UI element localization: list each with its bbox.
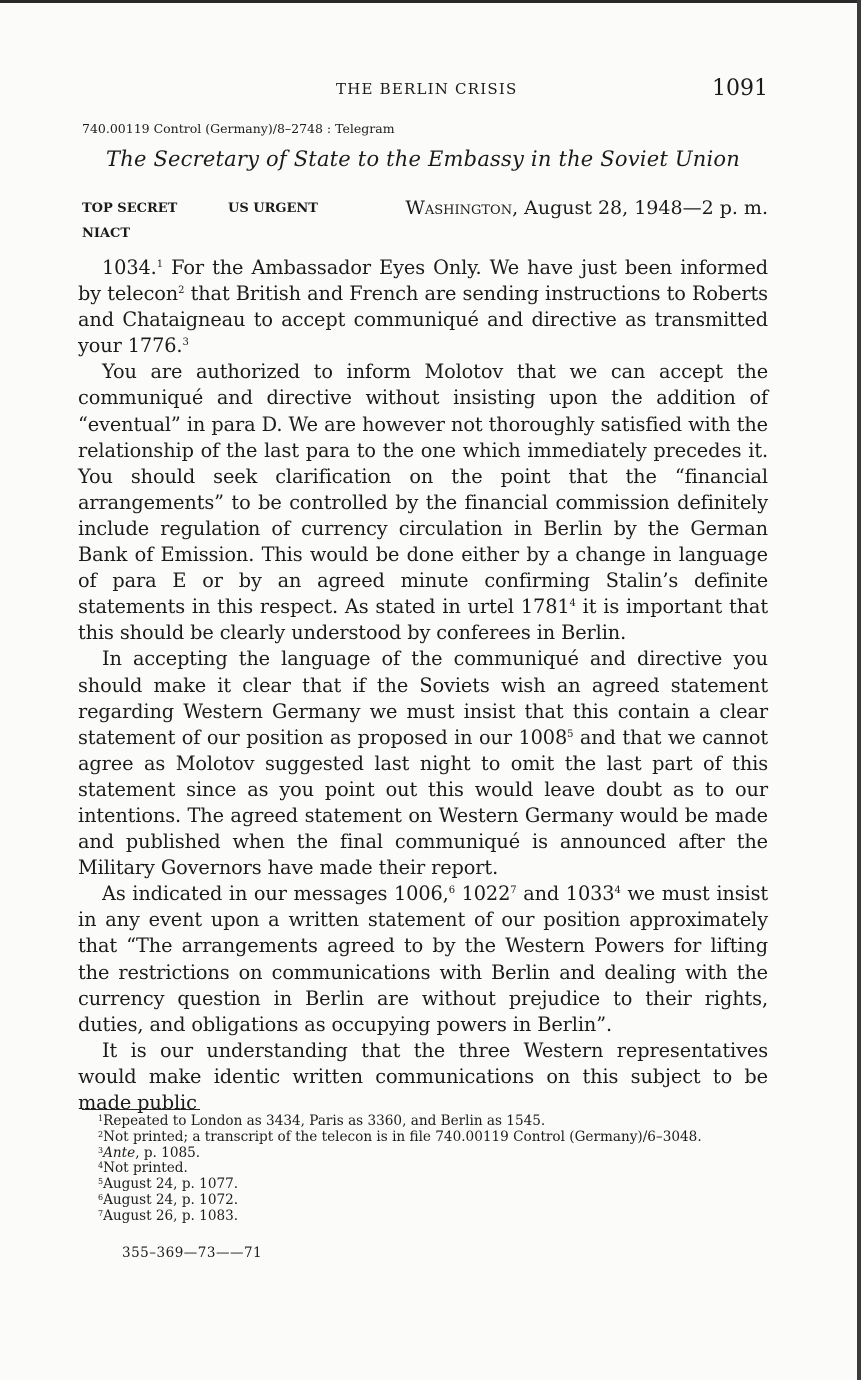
footnote-text: August 24, p. 1077.	[103, 1176, 239, 1193]
footnote-mark: 2	[98, 1129, 104, 1139]
footnote-ref: 7	[510, 885, 517, 897]
page-number: 1091	[712, 76, 768, 101]
classification-urgency: US URGENT	[228, 201, 318, 216]
text-run: and that we cannot agree as Molotov suggested last night to omit the last part of this statement since as you point out this would leave doubt as to our intentions. The agreed statement on Western Germany would be made and published when the final communiqué is announced after the Military Governors have made their report.	[78, 725, 768, 880]
file-reference: 740.00119 Control (Germany)/8–2748 : Telegram	[82, 121, 395, 136]
running-head	[78, 76, 768, 106]
footnote-ref: 2	[178, 285, 185, 297]
text-run: it is important that this should be clearly understood by conferees in Berlin.	[78, 595, 768, 645]
dateline	[405, 197, 768, 219]
footnote-ref: 5	[567, 728, 574, 740]
footnote-2	[78, 1130, 768, 1146]
footnote-ref: 4	[569, 598, 576, 610]
footnote-6	[78, 1193, 768, 1209]
footnote-mark: 5	[98, 1177, 104, 1187]
text-run: In accepting the language of the communiqué and directive you should make it clear that if the Soviets wish an agreed statement regarding Western Germany we must insist that this contain a clear statement of our position as proposed in our 1008	[78, 647, 768, 749]
dateline-place: Washington	[405, 197, 513, 219]
classification-niact: NIACT	[82, 226, 131, 241]
text-run: It is our understanding that the three Western representatives would make identic written communications on this subject to be made public	[78, 1038, 768, 1114]
text-run: we must insist in any event upon a written statement of our position approximately that “The arrangements agreed to by the Western Powers for lifting the restrictions on communications with Berlin and dealing with the currency question in Berlin are without prejudice to their rights, duties, and obligations as occupying powers in Berlin”.	[78, 882, 769, 1036]
page-top-edge	[0, 0, 861, 3]
footnote-mark: 4	[98, 1161, 104, 1171]
paragraph-2	[78, 359, 768, 646]
footnote-3	[78, 1146, 768, 1162]
dateline-date: , August 28, 1948—2 p. m.	[512, 197, 768, 219]
telegram-body	[78, 255, 768, 1116]
footnote-text: Not printed; a transcript of the telecon is in file 740.00119 Control (Germany)/6–3048.	[103, 1128, 702, 1145]
footnote-text: August 24, p. 1072.	[103, 1191, 239, 1208]
classification-top-secret: TOP SECRET	[82, 201, 178, 216]
footnote-ref: 1	[156, 259, 163, 270]
footnote-mark: 3	[98, 1145, 104, 1155]
footnote-ref: 4	[614, 885, 621, 897]
paragraph-5	[78, 1038, 768, 1116]
footnote-4	[78, 1161, 768, 1177]
footnote-text: August 26, p. 1083.	[103, 1207, 239, 1224]
footnote-text: Not printed.	[103, 1160, 188, 1177]
footnote-rule	[82, 1109, 200, 1110]
text-run: 1022	[454, 882, 511, 906]
text-run: You are authorized to inform Molotov that we can accept the communiqué and directive without insisting upon the addition of “eventual” in para D. We are however not thoroughly satisfied with the relationship of the last para to the one which immediately precedes it. You should seek clarification on the point that the “financial arrangements” to be controlled by the financial commission definitely include regulation of currency circulation in Berlin by the German Bank of Emission. This would be done either by a change in language of para E or by an agreed minute confirming Stalin’s definite statements in this respect. As stated in urtel 1781	[78, 360, 768, 619]
footnote-mark: 7	[98, 1208, 104, 1218]
footnote-mark: 1	[98, 1114, 104, 1123]
footnote-ref: 6	[448, 885, 455, 897]
printer-code: 355–369—73——71	[122, 1245, 263, 1261]
footnote-text: , p. 1085.	[135, 1144, 201, 1161]
text-run: and 1033	[516, 882, 615, 906]
text-run: For the Ambassador Eyes Only. We have just been informed by telecon	[78, 256, 768, 306]
footnotes	[78, 1114, 768, 1225]
text-run: As indicated in our messages 1006,	[102, 882, 449, 906]
text-run: that British and French are sending instructions to Roberts and Chataigneau to accept communiqué and directive as transmitted your 1776.	[78, 282, 768, 358]
text-run: 1034.	[102, 256, 157, 279]
footnote-ref: 3	[182, 337, 189, 349]
running-title: THE BERLIN CRISIS	[336, 80, 518, 98]
footnote-5	[78, 1177, 768, 1193]
paragraph-1	[78, 255, 768, 359]
footnote-text: Repeated to London as 3434, Paris as 3360, and Berlin as 1545.	[103, 1113, 546, 1129]
page-right-edge	[857, 0, 861, 1380]
footnote-7	[78, 1209, 768, 1225]
classification-row	[78, 197, 768, 223]
document-heading: The Secretary of State to the Embassy in the Soviet Union	[106, 147, 740, 171]
footnote-1	[78, 1114, 768, 1130]
footnote-mark: 6	[98, 1192, 104, 1202]
footnote-italic: Ante	[103, 1144, 136, 1161]
paragraph-4	[78, 881, 768, 1038]
paragraph-3	[78, 646, 768, 881]
